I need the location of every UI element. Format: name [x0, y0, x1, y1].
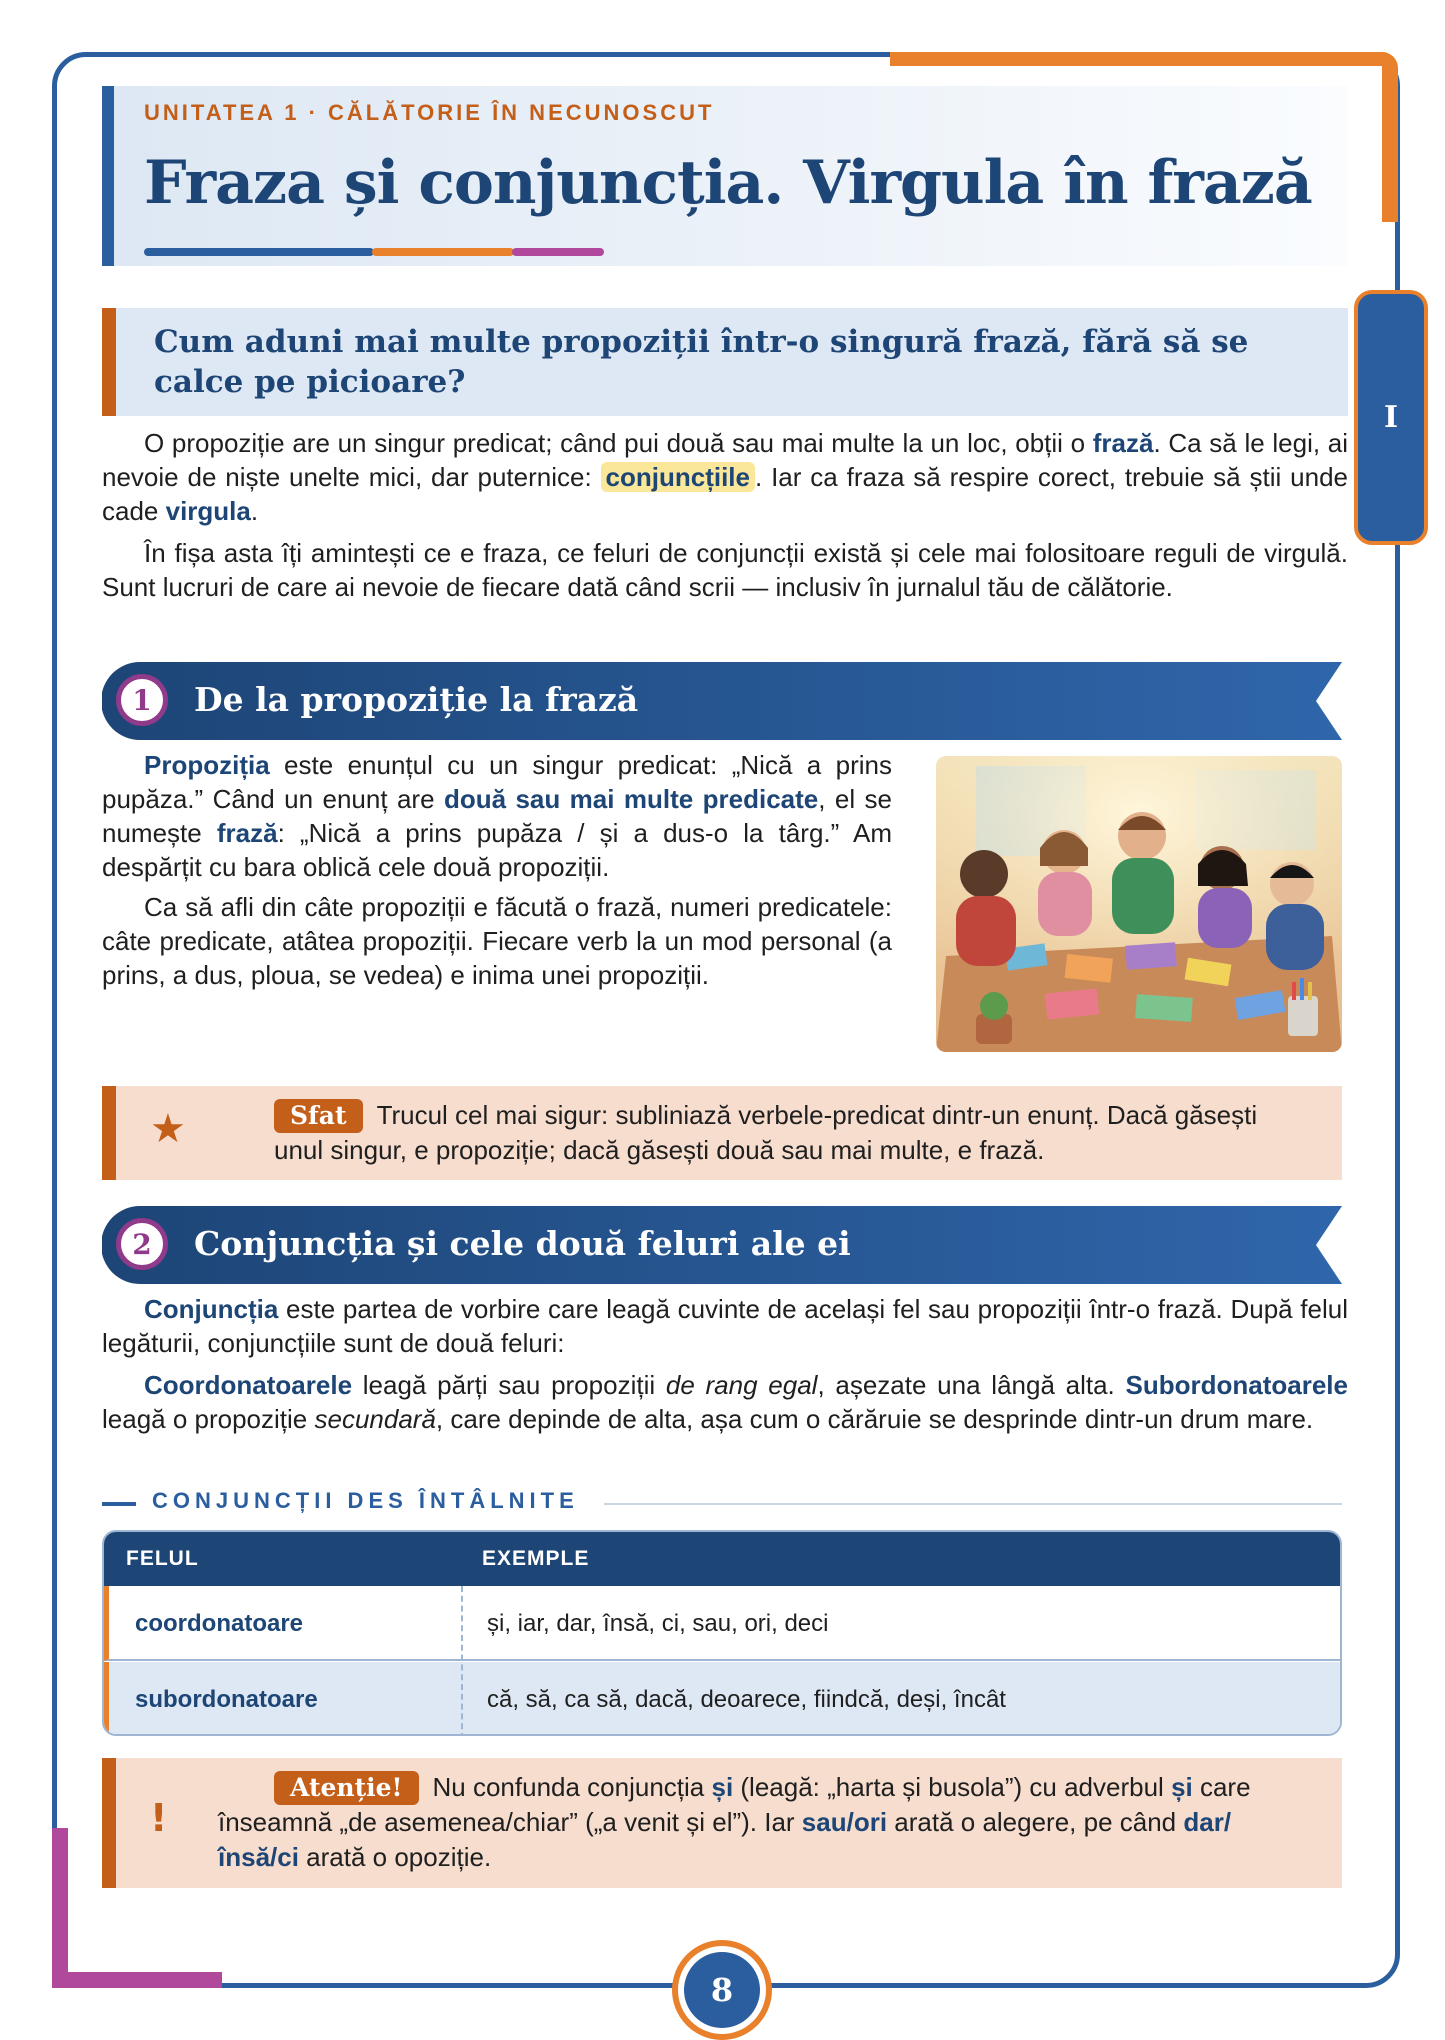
- section-1-number: 1: [116, 674, 168, 726]
- section-2-title: Conjuncția și cele două feluri ale ei: [194, 1224, 851, 1263]
- keyword-fraza: frază: [1092, 428, 1154, 458]
- section-1-banner: [102, 662, 1342, 740]
- section-1-paragraph-1: Propoziția este enunțul cu un singur predicat: „Nică a prins pupăza.” Când un enunț are două sau mai multe predicate, el se numește frază: „Nică a prins pupăza / și a dus-o la târg.” Am despărțit cu bara oblică cele două propoziții.: [102, 750, 892, 882]
- keyword-conjunctiile: conjuncțiile: [601, 462, 755, 492]
- header-felul: FELUL: [126, 1547, 199, 1570]
- chapter-side-tab: I: [1354, 290, 1428, 545]
- attention-label: Atenție!: [274, 1771, 419, 1805]
- frame-accent-orange-right: [1382, 52, 1398, 222]
- caption-dash: [102, 1502, 136, 1506]
- frame-accent-purple-left: [52, 1828, 68, 1988]
- unit-label: UNITATEA 1 · CĂLĂTORIE ÎN NECUNOSCUT: [144, 100, 715, 125]
- page-number-badge: [672, 1940, 772, 2040]
- intro-paragraph-1: O propoziție are un singur predicat; când pui două sau mai multe la un loc, obții o frază. Ca să le legi, ai nevoie de niște unelte mici, dar puternice: conjuncțiile . Iar ca fraza să respire corect, trebuie să știi unde cade virgula.: [102, 428, 1348, 526]
- keyword-virgula: virgula: [165, 496, 251, 526]
- column-separator: [461, 1586, 463, 1736]
- attention-text: Atenție! Nu confunda conjuncția și (leagă: „harta și busola”) cu adverbul și care înseamnă „de asemenea/chiar” („a venit și el”). Iar sau/ori arată o alegere, pe când dar/însă/ci arată o opoziție.: [218, 1772, 1251, 1872]
- page-title: Fraza și conjuncția. Virgula în frază: [144, 148, 1312, 218]
- section-1-paragraph-2: Ca să afli din câte propoziții e făcută o frază, numeri predicatele: câte predicate, atâtea propoziții. Fiecare verb la un mod personal (a prins, a dus, ploua, se vedea) e inima unei propoziții.: [102, 892, 892, 990]
- section-2-paragraph-2: Coordonatoarele leagă părți sau propoziții de rang egal, așezate una lângă alta. Subordonatoarele leagă o propoziție secundară, care depinde de alta, așa cum o cărăruie se desprinde dintr-un drum mare.: [102, 1370, 1348, 1434]
- attention-callout: [102, 1758, 1342, 1888]
- table-row: [104, 1586, 1340, 1661]
- section-1-title: De la propoziție la frază: [194, 680, 639, 719]
- row-type: subordonatoare: [135, 1686, 318, 1713]
- guiding-question: Cum aduni mai multe propoziții într-o singură frază, fără să se calce pe picioare?: [102, 308, 1348, 416]
- star-icon: ★: [150, 1106, 186, 1152]
- tip-label: Sfat: [274, 1099, 363, 1133]
- section-2-banner: [102, 1206, 1342, 1284]
- exclamation-icon: !: [150, 1796, 168, 1840]
- frame-accent-purple-bottom: [52, 1972, 222, 1988]
- students-illustration: [936, 756, 1342, 1052]
- caption-rule: [604, 1503, 1342, 1505]
- row-examples: și, iar, dar, însă, ci, sau, ori, deci: [487, 1610, 829, 1637]
- tip-text: Sfat Trucul cel mai sigur: subliniază verbele-predicat dintr-un enunț. Dacă găsești unul singur, e propoziție; dacă găsești două sau mai multe, e frază.: [274, 1100, 1258, 1165]
- title-underline-orange: [372, 248, 514, 256]
- table-row: [104, 1662, 1340, 1736]
- row-type: coordonatoare: [135, 1610, 304, 1637]
- section-2-paragraph-1: Conjuncția este partea de vorbire care leagă cuvinte de același fel sau propoziții într-o frază. După felul legăturii, conjuncțiile sunt de două feluri:: [102, 1294, 1348, 1358]
- intro-paragraph-2: În fișa asta îți amintești ce e fraza, ce feluri de conjuncții există și cele mai folositoare reguli de virgulă. Sunt lucruri de care ai nevoie de fiecare dată când scrii — inclusiv în jurnalul tău de călătorie.: [102, 538, 1348, 602]
- title-underline-purple: [512, 248, 604, 256]
- section-2-number: 2: [116, 1218, 168, 1270]
- row-examples: că, să, ca să, dacă, deoarece, fiindcă, deși, încât: [487, 1686, 1006, 1713]
- table-header: [104, 1532, 1340, 1586]
- table-caption: [102, 1488, 1342, 1518]
- frame-accent-orange-top: [890, 52, 1396, 66]
- title-underline-blue: [144, 248, 374, 256]
- tip-callout: [102, 1086, 1342, 1180]
- header-exemple: EXEMPLE: [482, 1547, 590, 1570]
- table-caption-text: CONJUNCȚII DES ÎNTÂLNITE: [152, 1488, 579, 1513]
- conjunctions-table: [102, 1530, 1342, 1736]
- page-number: 8: [684, 1952, 760, 2028]
